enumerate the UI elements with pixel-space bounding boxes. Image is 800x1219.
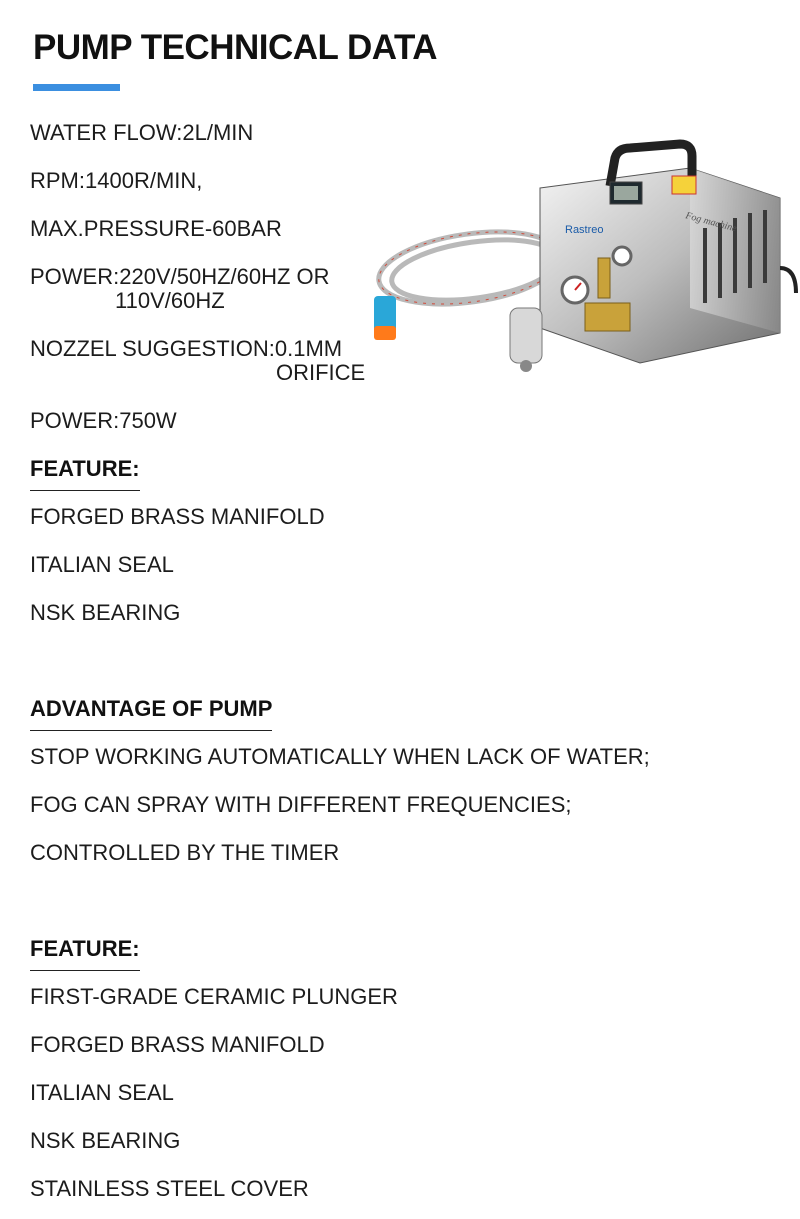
- feature-heading: FEATURE:: [30, 456, 140, 491]
- spec-nozzle: NOZZEL SUGGESTION:0.1MM: [30, 336, 343, 361]
- brass-manifold: [585, 303, 630, 331]
- fog-pump-image: [360, 118, 800, 378]
- feature-heading: FEATURE:: [30, 936, 140, 971]
- feature-item: ITALIAN SEAL: [30, 552, 174, 577]
- spec-rpm: RPM:1400R/MIN,: [30, 168, 203, 193]
- hose-connector: [374, 296, 396, 340]
- spec-water-flow: WATER FLOW:2L/MIN: [30, 120, 254, 145]
- spec-nozzle-cont: ORIFICE: [276, 360, 366, 385]
- feature-item: FIRST-GRADE CERAMIC PLUNGER: [30, 984, 398, 1009]
- spec-max-pressure: MAX.PRESSURE-60BAR: [30, 216, 282, 241]
- advantage-item: CONTROLLED BY THE TIMER: [30, 840, 340, 865]
- spec-power-watts: POWER:750W: [30, 408, 177, 433]
- spec-power-voltage-cont: 110V/60HZ: [115, 288, 225, 313]
- brand-label: Rastreo: [565, 224, 604, 236]
- feature-item: STAINLESS STEEL COVER: [30, 1176, 309, 1201]
- advantage-item: FOG CAN SPRAY WITH DIFFERENT FREQUENCIES;: [30, 792, 572, 817]
- feature-item: FORGED BRASS MANIFOLD: [30, 504, 325, 529]
- feature-item: ITALIAN SEAL: [30, 1080, 174, 1105]
- machine-label: Fog machine: [684, 210, 738, 235]
- water-filter: [510, 308, 542, 363]
- page-title: PUMP TECHNICAL DATA: [33, 28, 438, 67]
- advantage-heading: ADVANTAGE OF PUMP: [30, 696, 272, 731]
- spec-power-voltage: POWER:220V/50HZ/60HZ OR: [30, 264, 330, 289]
- title-underline-bar: [33, 84, 120, 91]
- feature-item: NSK BEARING: [30, 1128, 181, 1153]
- feature-item: NSK BEARING: [30, 600, 181, 625]
- advantage-item: STOP WORKING AUTOMATICALLY WHEN LACK OF WATER;: [30, 744, 650, 769]
- feature-item: FORGED BRASS MANIFOLD: [30, 1032, 325, 1057]
